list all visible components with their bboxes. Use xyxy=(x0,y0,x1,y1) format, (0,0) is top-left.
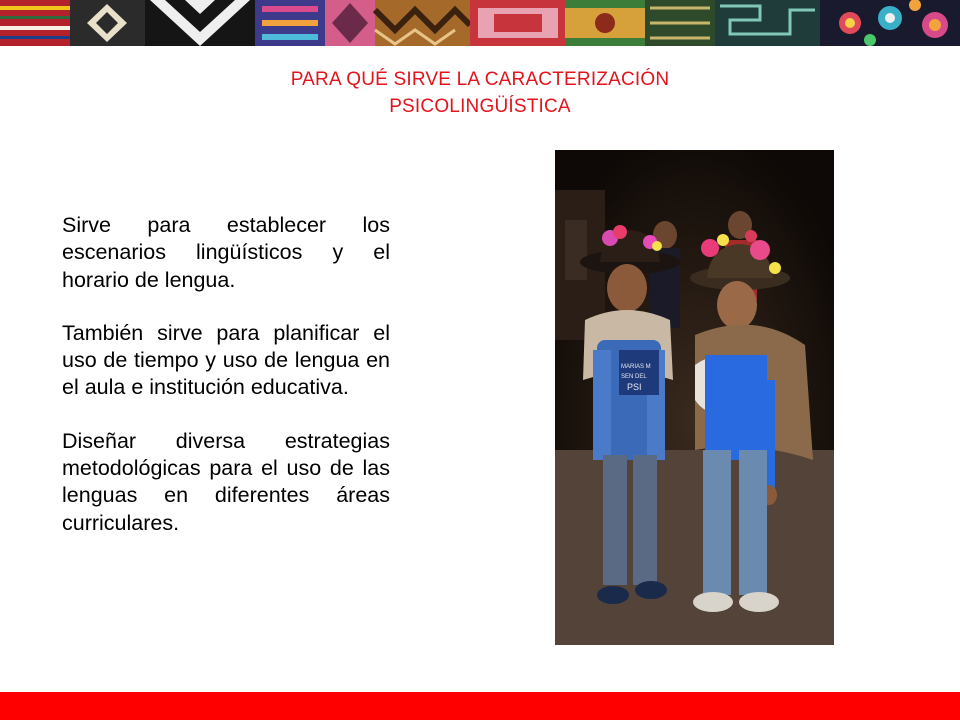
shirt-text-3: PSI xyxy=(627,382,642,392)
shirt-text-1: MARIAS M xyxy=(621,364,651,370)
slide-title xyxy=(170,66,790,120)
footer-red-bar xyxy=(0,692,960,720)
shirt-text-2: SEN DEL xyxy=(621,374,647,380)
slide-title-line-2: PSICOLINGÜÍSTICA xyxy=(389,96,571,117)
paragraph-3: Diseñar diversa estrategias metodológicas para el uso de las lenguas en diferentes áreas curriculares. xyxy=(62,428,390,535)
paragraph-2: También sirve para planificar el uso de tiempo y uso de lengua en el aula e institución educativa. xyxy=(62,320,390,400)
paragraph-1: Sirve para establecer los escenarios lingüísticos y el horario de lengua. xyxy=(62,213,390,292)
body-text xyxy=(62,212,390,563)
photo-illustration xyxy=(555,150,834,645)
photo-two-children-traditional-dress xyxy=(555,150,834,645)
textile-pattern-graphic xyxy=(0,0,960,46)
slide-title-line-1: PARA QUÉ SIRVE LA CARACTERIZACIÓN xyxy=(290,69,670,90)
textile-banner xyxy=(0,0,960,46)
